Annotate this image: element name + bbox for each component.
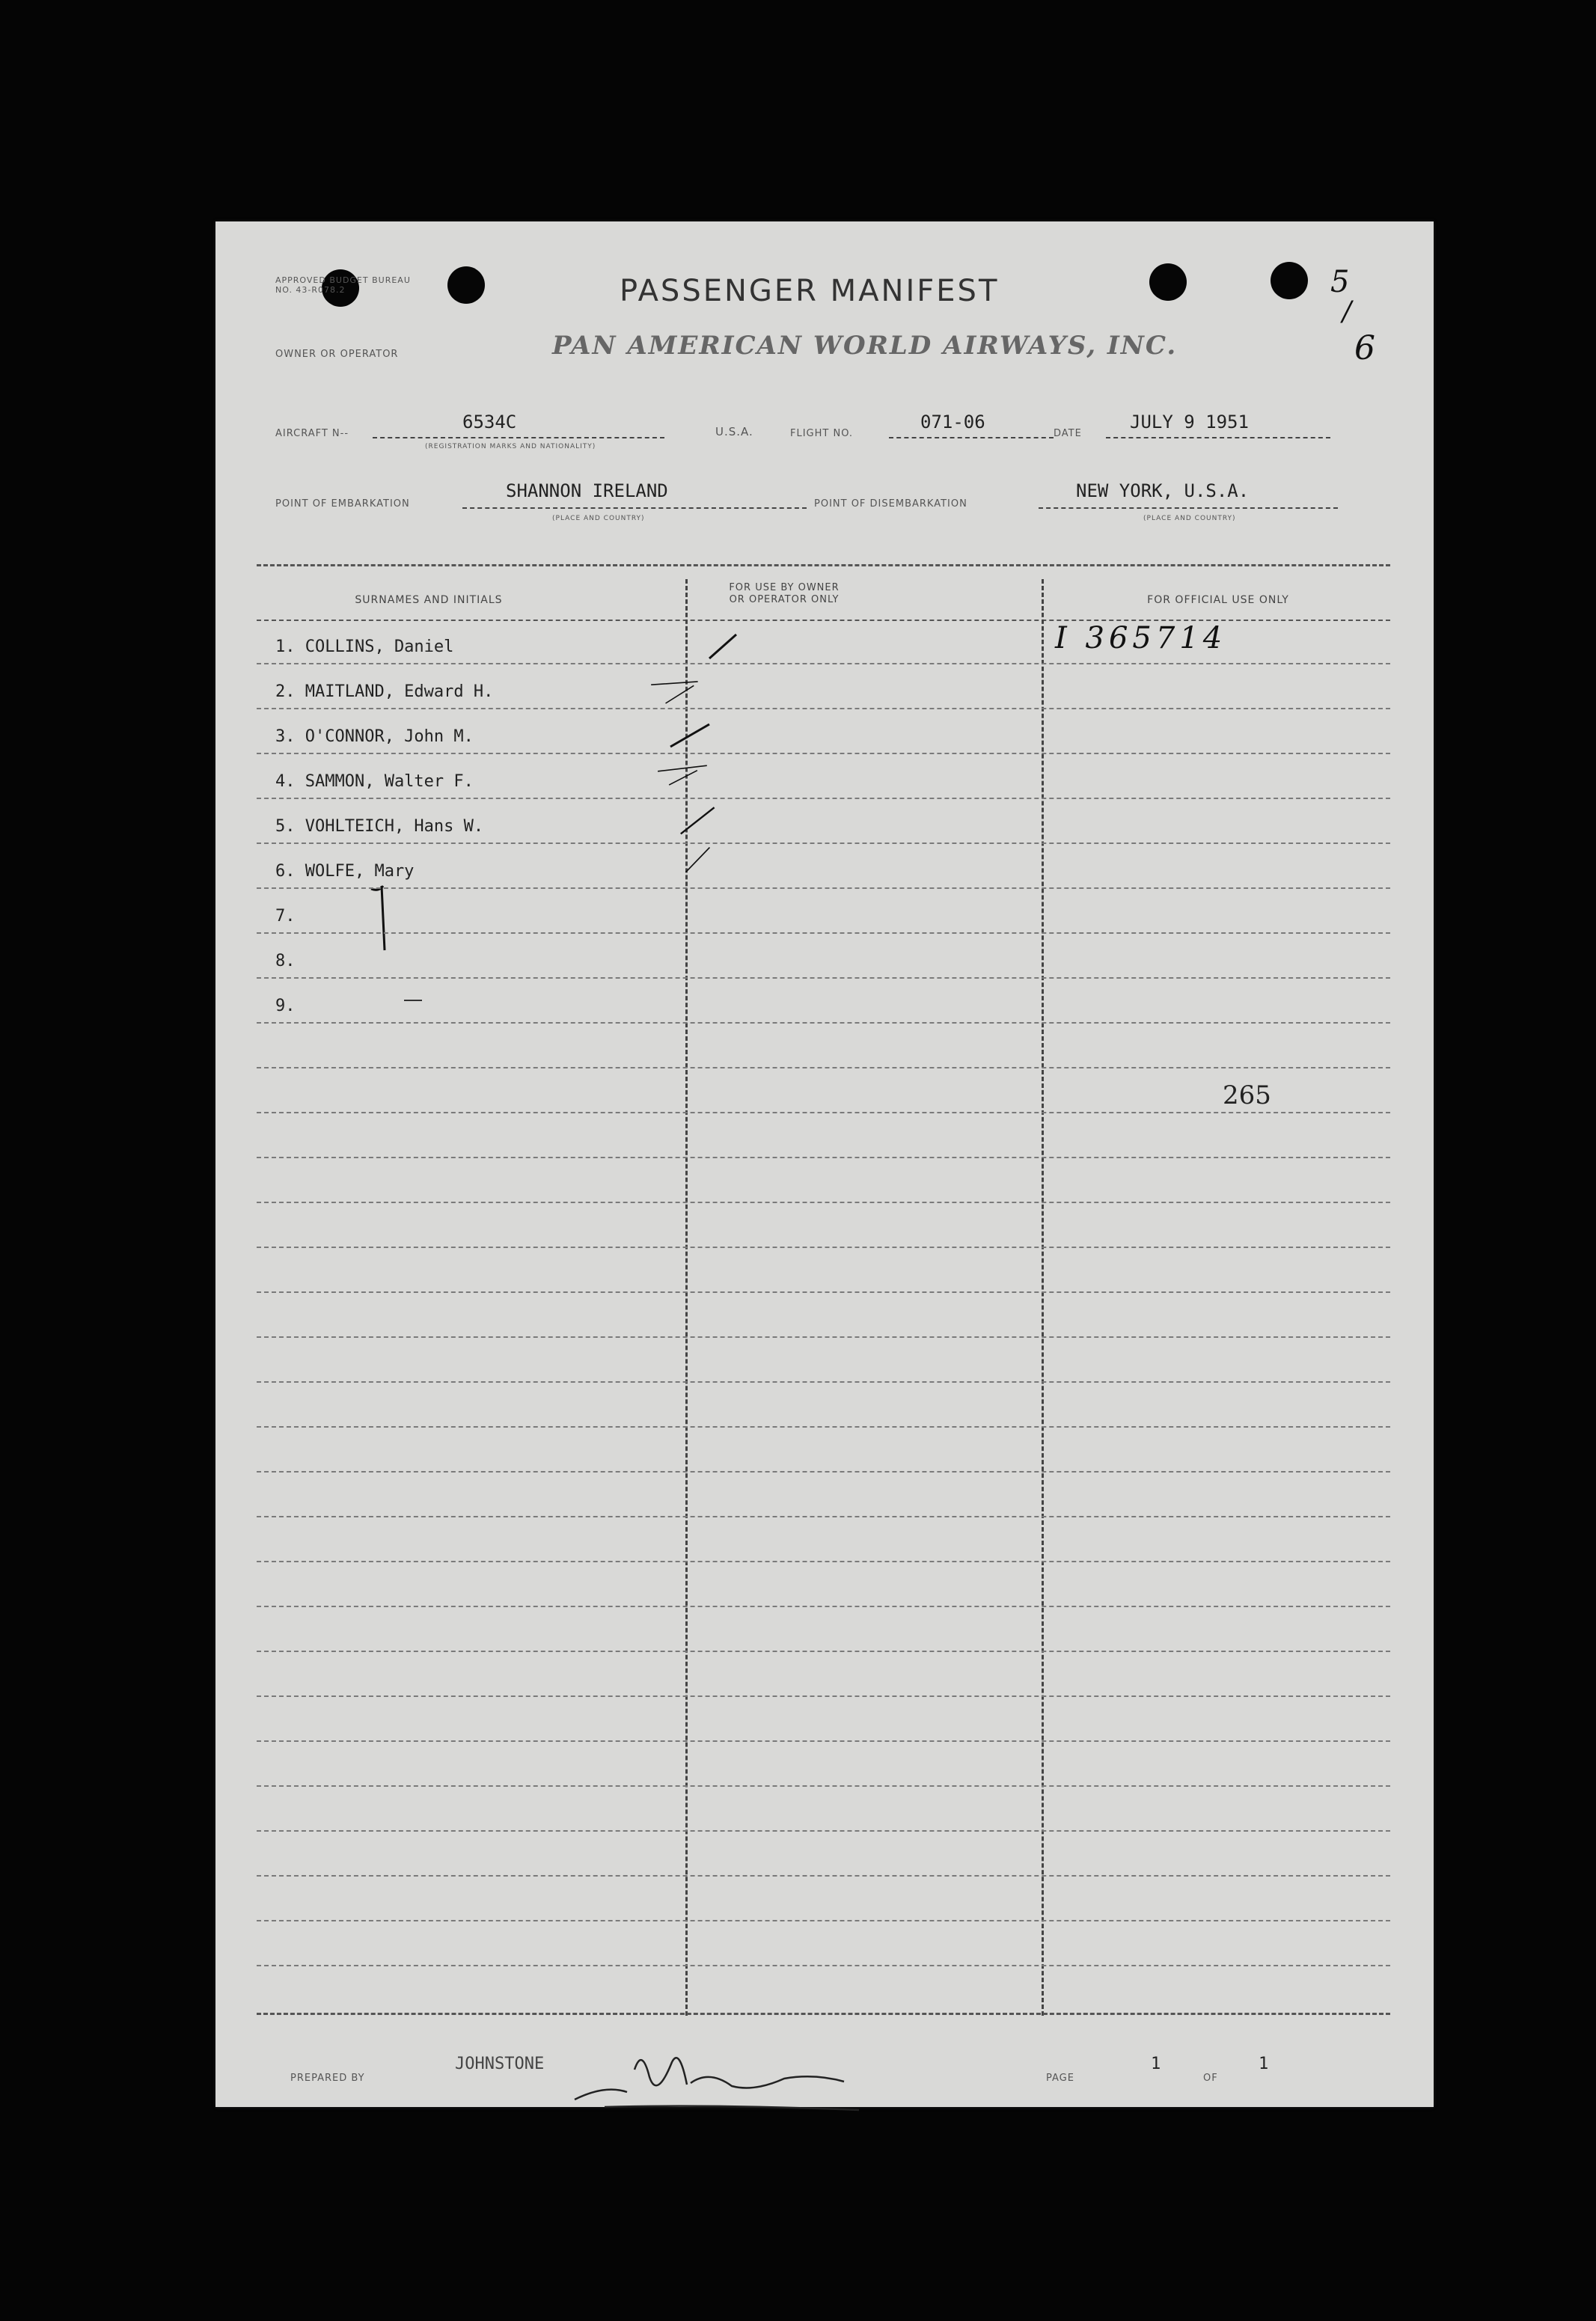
country-label: U.S.A. xyxy=(715,425,753,438)
ruled-line xyxy=(257,663,1390,664)
aircraft-underline xyxy=(373,437,664,438)
prepared-value: JOHNSTONE xyxy=(455,2055,545,2073)
check-mark-1 xyxy=(702,632,754,661)
ruled-line xyxy=(257,708,1390,709)
embark-sub: (PLACE AND COUNTRY) xyxy=(552,515,645,522)
date-underline xyxy=(1106,437,1330,438)
passenger-row-2: 2. MAITLAND, Edward H. xyxy=(275,682,494,701)
ruled-line xyxy=(257,1740,1390,1742)
col-header-official: FOR OFFICIAL USE ONLY xyxy=(1147,594,1289,606)
passenger-row-9: 9. xyxy=(275,997,296,1015)
punch-hole-2 xyxy=(447,266,485,304)
col-divider-2 xyxy=(1042,579,1044,2016)
page-value: 1 xyxy=(1151,2055,1161,2073)
ruled-line xyxy=(257,1516,1390,1517)
owner-label: OWNER OR OPERATOR xyxy=(275,349,399,360)
of-label: OF xyxy=(1203,2073,1218,2084)
passenger-row-4: 4. SAMMON, Walter F. xyxy=(275,772,474,791)
official-number: I 365714 xyxy=(1055,621,1227,655)
check-mark-4 xyxy=(657,759,709,789)
check-mark-3 xyxy=(664,720,717,750)
flight-value: 071-06 xyxy=(920,412,985,432)
ruled-line xyxy=(257,1381,1390,1383)
check-mark-2 xyxy=(649,678,702,708)
ruled-line xyxy=(257,1875,1390,1877)
check-mark-6 xyxy=(672,844,724,874)
aircraft-sub: (REGISTRATION MARKS AND NATIONALITY) xyxy=(425,443,596,450)
disembark-underline xyxy=(1039,507,1338,509)
ruled-line xyxy=(257,1651,1390,1652)
disembark-sub: (PLACE AND COUNTRY) xyxy=(1143,515,1236,522)
col-header-owner-1: FOR USE BY OWNER xyxy=(729,582,840,593)
manifest-page xyxy=(215,221,1434,2107)
date-value: JULY 9 1951 xyxy=(1130,412,1249,432)
ruled-line xyxy=(257,1695,1390,1697)
ruled-line xyxy=(257,977,1390,979)
flight-label: FLIGHT NO. xyxy=(790,428,854,439)
ruled-line xyxy=(257,1471,1390,1473)
of-value: 1 xyxy=(1259,2055,1269,2073)
ruled-line xyxy=(257,1965,1390,1966)
disembark-value: NEW YORK, U.S.A. xyxy=(1076,480,1250,501)
col-divider-1 xyxy=(685,579,688,2016)
embark-label: POINT OF EMBARKATION xyxy=(275,498,410,510)
approval-note: APPROVED BUDGET BUREAU NO. 43-R078.2 xyxy=(275,275,411,295)
header-rule-top xyxy=(257,564,1390,566)
ruled-line xyxy=(257,1920,1390,1921)
passenger-row-8: 8. xyxy=(275,952,296,970)
ruled-line xyxy=(257,1157,1390,1158)
punch-hole-4 xyxy=(1271,262,1308,299)
ruled-line xyxy=(257,1202,1390,1203)
ruled-line xyxy=(257,1067,1390,1068)
ruled-line xyxy=(257,798,1390,799)
passenger-row-7: 7. xyxy=(275,907,296,926)
passenger-row-6: 6. WOLFE, Mary xyxy=(275,862,415,881)
col-header-owner-2: OR OPERATOR ONLY xyxy=(729,594,840,605)
handwritten-bracket-mark xyxy=(365,866,395,956)
dash-mark xyxy=(403,997,425,1004)
stamp-number: 265 xyxy=(1223,1080,1271,1110)
col-header-names: SURNAMES AND INITIALS xyxy=(355,594,503,606)
passenger-row-1: 1. COLLINS, Daniel xyxy=(275,637,454,656)
passenger-row-5: 5. VOHLTEICH, Hans W. xyxy=(275,817,484,836)
ruled-line xyxy=(257,1112,1390,1113)
passenger-row-3: 3. O'CONNOR, John M. xyxy=(275,727,474,746)
punch-hole-3 xyxy=(1149,263,1187,301)
ruled-line xyxy=(257,887,1390,889)
corner-fraction-slash: / xyxy=(1342,296,1352,327)
footer-rule xyxy=(257,2013,1390,2015)
ruled-line xyxy=(257,1606,1390,1607)
corner-fraction-top: 5 xyxy=(1330,265,1350,299)
ruled-line xyxy=(257,1561,1390,1562)
disembark-label: POINT OF DISEMBARKATION xyxy=(814,498,967,510)
ruled-line xyxy=(257,1291,1390,1293)
corner-fraction-bottom: 6 xyxy=(1354,329,1375,367)
embark-value: SHANNON IRELAND xyxy=(506,480,668,501)
ruled-line xyxy=(257,1247,1390,1248)
ruled-line xyxy=(257,1785,1390,1787)
page-label: PAGE xyxy=(1046,2073,1074,2084)
owner-value: PAN AMERICAN WORLD AIRWAYS, INC. xyxy=(552,331,1178,361)
ruled-line xyxy=(257,1830,1390,1832)
form-title: PASSENGER MANIFEST xyxy=(620,274,1000,308)
check-mark-5 xyxy=(672,805,724,835)
ruled-line xyxy=(257,753,1390,754)
ruled-line xyxy=(257,1336,1390,1338)
aircraft-value: 6534C xyxy=(462,412,517,432)
date-label: DATE xyxy=(1054,428,1082,439)
signature xyxy=(560,2032,874,2114)
ruled-line xyxy=(257,1426,1390,1428)
flight-underline xyxy=(889,437,1054,438)
ruled-line xyxy=(257,843,1390,844)
embark-underline xyxy=(462,507,807,509)
prepared-label: PREPARED BY xyxy=(290,2073,365,2084)
aircraft-label: AIRCRAFT N-- xyxy=(275,428,349,439)
ruled-line xyxy=(257,1022,1390,1024)
ruled-line xyxy=(257,932,1390,934)
